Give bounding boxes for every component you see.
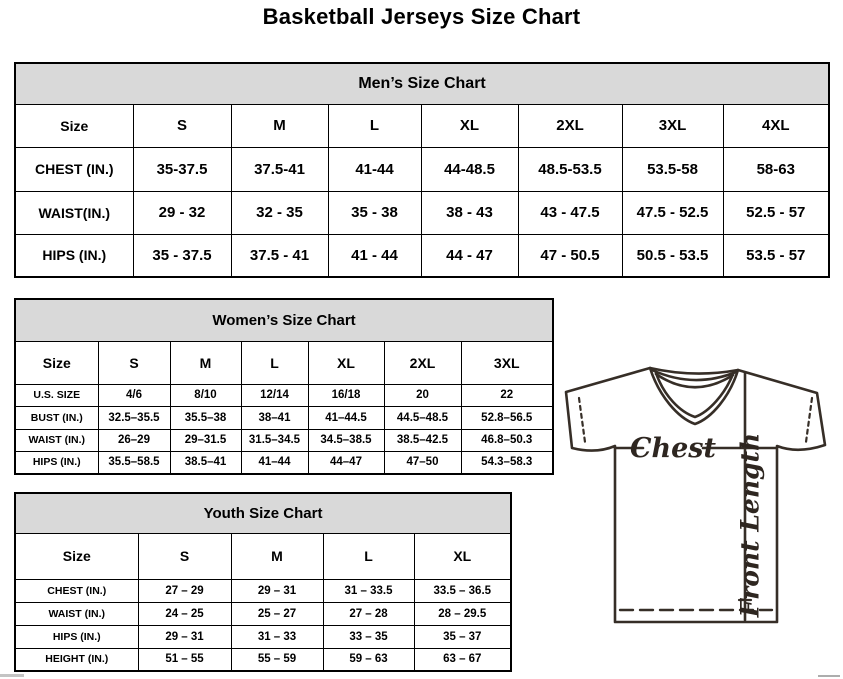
size-cell: 34.5–38.5 [308,429,384,451]
size-cell: 35 - 38 [328,191,421,234]
size-header-label: Size [15,104,133,147]
column-header: 3XL [622,104,723,147]
column-header: 2XL [384,341,461,384]
size-cell: 26–29 [98,429,170,451]
size-cell: 16/18 [308,384,384,406]
size-cell: 31 – 33 [231,625,323,648]
row-label: HEIGHT (IN.) [15,648,138,671]
size-cell: 54.3–58.3 [461,451,553,474]
size-cell: 22 [461,384,553,406]
jersey-measurement-diagram [556,362,840,630]
size-cell: 38.5–42.5 [384,429,461,451]
size-cell: 29–31.5 [170,429,241,451]
size-cell: 44.5–48.5 [384,406,461,429]
row-label: BUST (IN.) [15,406,98,429]
size-cell: 41–44 [241,451,308,474]
table-row [15,384,553,406]
size-cell: 52.5 - 57 [723,191,829,234]
size-cell: 37.5 - 41 [231,234,328,277]
column-header: L [241,341,308,384]
size-cell: 20 [384,384,461,406]
column-header: XL [414,533,511,579]
size-cell: 12/14 [241,384,308,406]
size-cell: 47.5 - 52.5 [622,191,723,234]
column-header: M [231,104,328,147]
size-cell: 35 – 37 [414,625,511,648]
bottom-right-handle-fragment [818,675,840,677]
size-header-label: Size [15,341,98,384]
size-cell: 43 - 47.5 [518,191,622,234]
column-header: M [231,533,323,579]
row-label: CHEST (IN.) [15,579,138,602]
size-cell: 37.5-41 [231,147,328,191]
column-header: 2XL [518,104,622,147]
size-cell: 8/10 [170,384,241,406]
mens-size-table [14,62,830,278]
size-cell: 52.8–56.5 [461,406,553,429]
size-cell: 35 - 37.5 [133,234,231,277]
size-cell: 44–47 [308,451,384,474]
row-label: HIPS (IN.) [15,234,133,277]
size-cell: 50.5 - 53.5 [622,234,723,277]
size-cell: 24 – 25 [138,602,231,625]
size-cell: 38.5–41 [170,451,241,474]
column-header: L [328,104,421,147]
size-cell: 46.8–50.3 [461,429,553,451]
size-cell: 38 - 43 [421,191,518,234]
size-cell: 29 – 31 [138,625,231,648]
size-header-label: Size [15,533,138,579]
table-row [15,234,829,277]
size-cell: 29 – 31 [231,579,323,602]
table-row [15,104,829,147]
size-cell: 41 - 44 [328,234,421,277]
size-cell: 32 - 35 [231,191,328,234]
column-header: 3XL [461,341,553,384]
chest-label: Chest [630,433,716,464]
size-cell: 33.5 – 36.5 [414,579,511,602]
size-cell: 53.5-58 [622,147,723,191]
table-row [15,602,511,625]
size-cell: 28 – 29.5 [414,602,511,625]
row-label: U.S. SIZE [15,384,98,406]
row-label: WAIST (IN.) [15,429,98,451]
size-cell: 41-44 [328,147,421,191]
size-cell: 53.5 - 57 [723,234,829,277]
table-row [15,191,829,234]
size-cell: 33 – 35 [323,625,414,648]
womens-table-title: Women’s Size Chart [15,299,553,341]
table-title-row [15,299,553,341]
size-cell: 32.5–35.5 [98,406,170,429]
table-row [15,625,511,648]
table-row [15,579,511,602]
table-row [15,533,511,579]
size-cell: 29 - 32 [133,191,231,234]
size-cell: 59 – 63 [323,648,414,671]
table-row [15,341,553,384]
size-cell: 63 – 67 [414,648,511,671]
size-cell: 35.5–58.5 [98,451,170,474]
size-cell: 48.5-53.5 [518,147,622,191]
table-row [15,648,511,671]
jersey-outline [566,368,825,622]
size-cell: 25 – 27 [231,602,323,625]
size-cell: 27 – 29 [138,579,231,602]
table-row [15,147,829,191]
column-header: XL [421,104,518,147]
row-label: WAIST(IN.) [15,191,133,234]
size-cell: 44-48.5 [421,147,518,191]
column-header: S [98,341,170,384]
page-title: Basketball Jerseys Size Chart [262,4,581,29]
column-header: L [323,533,414,579]
size-cell: 51 – 55 [138,648,231,671]
row-label: HIPS (IN.) [15,451,98,474]
size-cell: 35.5–38 [170,406,241,429]
size-cell: 41–44.5 [308,406,384,429]
bottom-left-handle-fragment [0,674,24,677]
size-cell: 31 – 33.5 [323,579,414,602]
size-cell: 47–50 [384,451,461,474]
size-cell: 27 – 28 [323,602,414,625]
size-cell: 4/6 [98,384,170,406]
table-title-row [15,63,829,104]
table-title-row [15,493,511,533]
column-header: S [138,533,231,579]
size-cell: 38–41 [241,406,308,429]
mens-table-title: Men’s Size Chart [15,63,829,104]
row-label: HIPS (IN.) [15,625,138,648]
row-label: CHEST (IN.) [15,147,133,191]
size-cell: 44 - 47 [421,234,518,277]
column-header: 4XL [723,104,829,147]
youth-size-table [14,492,512,672]
column-header: M [170,341,241,384]
youth-table-title: Youth Size Chart [15,493,511,533]
size-cell: 58-63 [723,147,829,191]
size-cell: 55 – 59 [231,648,323,671]
column-header: S [133,104,231,147]
size-cell: 31.5–34.5 [241,429,308,451]
size-cell: 35-37.5 [133,147,231,191]
column-header: XL [308,341,384,384]
row-label: WAIST (IN.) [15,602,138,625]
table-row [15,406,553,429]
womens-size-table [14,298,554,475]
table-row [15,429,553,451]
front-length-label: Front Length [735,432,765,618]
table-row [15,451,553,474]
size-cell: 47 - 50.5 [518,234,622,277]
